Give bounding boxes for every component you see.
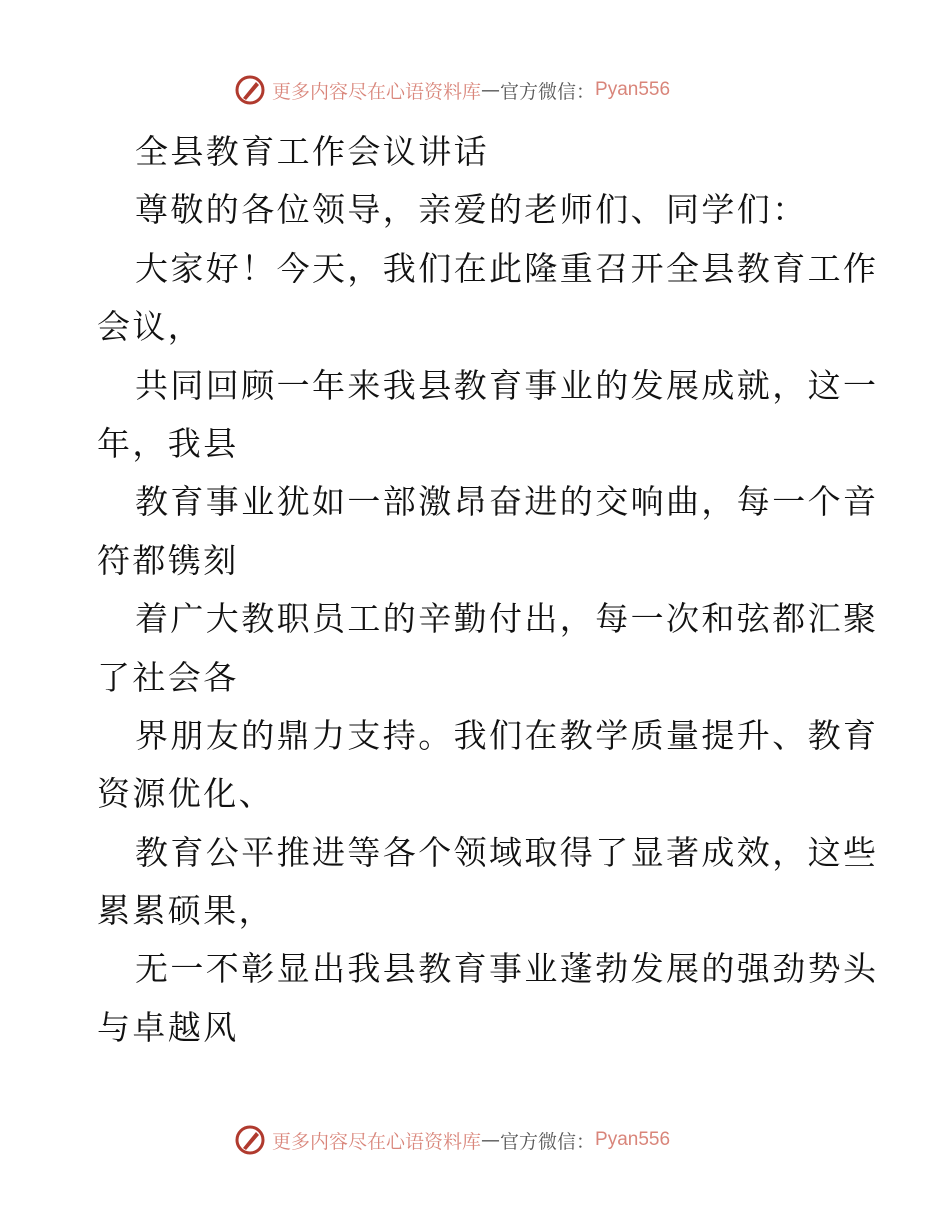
pen-logo-icon bbox=[234, 74, 266, 106]
pen-logo-icon bbox=[234, 1124, 266, 1156]
watermark-id: Pyan556 bbox=[595, 79, 671, 100]
watermark-site: 更多内容尽在心语资料库 bbox=[272, 80, 482, 103]
text-line: 了社会各 bbox=[97, 657, 239, 697]
text-line: 教育公平推进等各个领域取得了显著成效，这些 bbox=[135, 832, 879, 872]
watermark-site: 更多内容尽在心语资料库 bbox=[272, 1130, 482, 1153]
text-line: 着广大教职员工的辛勤付出，每一次和弦都汇聚 bbox=[135, 599, 879, 639]
text-line: 会议， bbox=[97, 307, 204, 347]
text-line: 教育事业犹如一部激昂奋进的交响曲，每一个音 bbox=[135, 482, 879, 522]
watermark-sep: — bbox=[481, 79, 501, 101]
text-line: 符都镌刻 bbox=[97, 540, 239, 580]
text-line: 界朋友的鼎力支持。我们在教学质量提升、教育 bbox=[135, 715, 879, 755]
text-line: 大家好！今天，我们在此隆重召开全县教育工作 bbox=[135, 248, 879, 288]
text-line: 无一不彰显出我县教育事业蓬勃发展的强劲势头 bbox=[135, 949, 879, 989]
document-title: 全县教育工作会议讲话 bbox=[135, 132, 489, 171]
text-line: 共同回顾一年来我县教育事业的发展成就，这一 bbox=[135, 365, 879, 405]
text-line: 累累硕果， bbox=[97, 891, 274, 931]
watermark-id: Pyan556 bbox=[595, 1129, 671, 1150]
footer-watermark bbox=[234, 1123, 670, 1157]
text-line: 年，我县 bbox=[97, 423, 239, 463]
document-body bbox=[97, 123, 879, 1057]
text-line: 尊敬的各位领导，亲爱的老师们、同学们： bbox=[135, 190, 808, 230]
watermark-label: 官方微信： bbox=[500, 1130, 596, 1153]
watermark-sep: — bbox=[481, 1129, 501, 1151]
text-line: 资源优化、 bbox=[97, 774, 274, 814]
watermark-label: 官方微信： bbox=[500, 80, 596, 103]
text-line: 与卓越风 bbox=[97, 1007, 239, 1047]
header-watermark bbox=[234, 73, 670, 107]
